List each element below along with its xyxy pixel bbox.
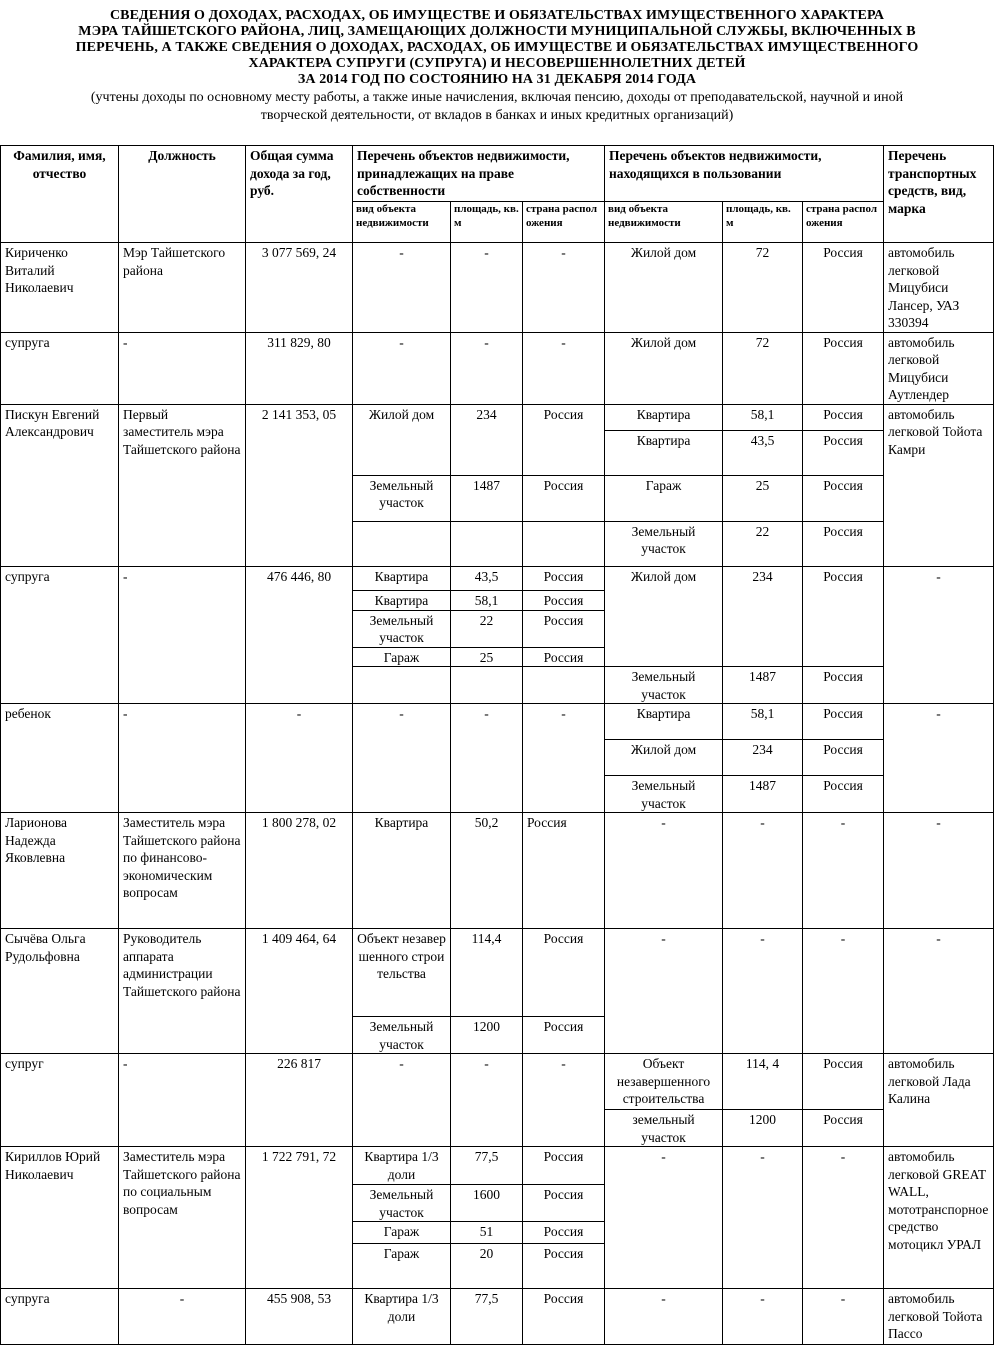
cell-owned-type: Земельный участок	[353, 610, 451, 647]
cell-owned-area: 20	[451, 1244, 523, 1289]
cell-income: 1 722 791, 72	[246, 1147, 353, 1289]
subtitle-line: творческой деятельности, от вкладов в банках и иных кредитных организаций)	[260, 108, 734, 123]
cell-income: 476 446, 80	[246, 566, 353, 704]
cell-used-area: 22	[723, 521, 803, 566]
cell-owned-area: 50,2	[451, 813, 523, 929]
cell-used-country: Россия	[803, 776, 884, 813]
cell-owned-area: -	[451, 704, 523, 813]
title-line: ЗА 2014 ГОД ПО СОСТОЯНИЮ НА 31 ДЕКАБРЯ 2014 ГОДА	[297, 72, 697, 87]
cell-used-type: Объект незавершенного строительства	[605, 1054, 723, 1110]
cell-owned-country: -	[523, 243, 605, 333]
cell-used-country: Россия	[803, 1054, 884, 1110]
cell-used-country: Россия	[803, 404, 884, 430]
table-row	[1, 332, 994, 404]
cell-position: -	[119, 566, 246, 704]
cell-owned-area: 1487	[451, 475, 523, 521]
cell-owned-type: Гараж	[353, 1244, 451, 1289]
cell-name: Ларионова Надежда Яковлевна	[1, 813, 119, 929]
table-row	[1, 1147, 994, 1185]
cell-owned-country: Россия	[523, 1289, 605, 1345]
cell-owned-area: 51	[451, 1222, 523, 1244]
cell-used-type: -	[605, 1289, 723, 1345]
cell-used-area: 58,1	[723, 704, 803, 740]
cell-name: супруга	[1, 566, 119, 704]
declarations-table	[0, 145, 994, 1345]
cell-income: 455 908, 53	[246, 1289, 353, 1345]
cell-owned-country: Россия	[523, 404, 605, 475]
cell-used-type: Земельный участок	[605, 776, 723, 813]
col-header-owned: Перечень объектов недвижимости, принадлежащих на праве собственности	[353, 146, 605, 202]
col-header-name: Фамилия, имя, отчество	[1, 146, 119, 243]
table-row	[1, 404, 994, 430]
cell-vehicles: -	[884, 566, 994, 704]
cell-vehicles: -	[884, 813, 994, 929]
cell-used-area: 25	[723, 475, 803, 521]
cell-income: 1 800 278, 02	[246, 813, 353, 929]
sub-header-owned-area: площадь, кв. м	[451, 202, 523, 243]
cell-used-country: Россия	[803, 667, 884, 704]
col-header-position: Должность	[119, 146, 246, 243]
cell-name: Кириллов Юрий Николаевич	[1, 1147, 119, 1289]
cell-used-country: Россия	[803, 740, 884, 776]
cell-used-area: 58,1	[723, 404, 803, 430]
cell-used-area: 234	[723, 740, 803, 776]
cell-empty	[353, 667, 451, 704]
cell-name: ребенок	[1, 704, 119, 813]
table-row	[1, 1289, 994, 1345]
cell-income: 226 817	[246, 1054, 353, 1147]
cell-used-type: Жилой дом	[605, 332, 723, 404]
cell-owned-area: 1600	[451, 1185, 523, 1222]
cell-owned-country: Россия	[523, 647, 605, 667]
cell-owned-type: Объект незавершенного строительства	[353, 929, 451, 1017]
cell-used-type: Гараж	[605, 475, 723, 521]
cell-income: 2 141 353, 05	[246, 404, 353, 566]
cell-used-country: -	[803, 929, 884, 1054]
cell-used-country: Россия	[803, 243, 884, 333]
cell-owned-country: Россия	[523, 590, 605, 610]
cell-vehicles: автомобиль легковой Тойота Пассо	[884, 1289, 994, 1345]
cell-owned-type: Квартира	[353, 590, 451, 610]
cell-used-country: Россия	[803, 332, 884, 404]
cell-owned-country: -	[523, 704, 605, 813]
cell-owned-type: -	[353, 1054, 451, 1147]
col-header-vehicles: Перечень транспортных средств, вид, марка	[884, 146, 994, 243]
cell-used-type: Жилой дом	[605, 243, 723, 333]
cell-position: Мэр Тайшетского района	[119, 243, 246, 333]
cell-empty	[523, 667, 605, 704]
title-line: МЭРА ТАЙШЕТСКОГО РАЙОНА, ЛИЦ, ЗАМЕЩАЮЩИХ ДОЛЖНОСТИ МУНИЦИПАЛЬНОЙ СЛУЖБЫ, ВКЛЮЧЕННЫХ В	[78, 24, 916, 39]
sub-header-owned-country: страна расположения	[523, 202, 605, 243]
cell-used-country: -	[803, 1147, 884, 1289]
cell-owned-area: 114,4	[451, 929, 523, 1017]
cell-used-area: -	[723, 813, 803, 929]
cell-income: 3 077 569, 24	[246, 243, 353, 333]
cell-owned-country: Россия	[523, 475, 605, 521]
cell-owned-type: Земельный участок	[353, 1185, 451, 1222]
table-row	[1, 566, 994, 590]
title-line: ПЕРЕЧЕНЬ, А ТАКЖЕ СВЕДЕНИЯ О ДОХОДАХ, РАСХОДАХ, ОБ ИМУЩЕСТВЕ И ОБЯЗАТЕЛЬСТВАХ ИМУЩЕСТВЕННОГО	[75, 40, 919, 55]
cell-position: -	[119, 1289, 246, 1345]
cell-owned-country: Россия	[523, 1147, 605, 1185]
cell-vehicles: -	[884, 929, 994, 1054]
document-header	[0, 0, 994, 125]
document-title	[0, 0, 994, 88]
cell-used-area: 72	[723, 332, 803, 404]
cell-used-type: Квартира	[605, 430, 723, 475]
cell-owned-area: 22	[451, 610, 523, 647]
cell-empty	[451, 667, 523, 704]
sub-header-used-type: вид объекта недвижимости	[605, 202, 723, 243]
cell-owned-type: Гараж	[353, 647, 451, 667]
cell-owned-area: 1200	[451, 1017, 523, 1054]
cell-owned-area: -	[451, 243, 523, 333]
cell-name: супруга	[1, 1289, 119, 1345]
cell-used-area: -	[723, 929, 803, 1054]
cell-used-type: Квартира	[605, 404, 723, 430]
cell-vehicles: автомобиль легковой Тойота Камри	[884, 404, 994, 566]
cell-used-area: -	[723, 1147, 803, 1289]
cell-used-area: 1487	[723, 667, 803, 704]
cell-used-type: -	[605, 813, 723, 929]
cell-owned-country: Россия	[523, 566, 605, 590]
cell-owned-type: Земельный участок	[353, 1017, 451, 1054]
cell-owned-country: Россия	[523, 813, 605, 929]
cell-owned-type: Квартира	[353, 566, 451, 590]
document-subtitle	[0, 89, 994, 125]
cell-owned-area: -	[451, 332, 523, 404]
cell-owned-area: 58,1	[451, 590, 523, 610]
cell-name: супруг	[1, 1054, 119, 1147]
cell-owned-area: 77,5	[451, 1147, 523, 1185]
cell-income: -	[246, 704, 353, 813]
cell-owned-area: 43,5	[451, 566, 523, 590]
col-header-used: Перечень объектов недвижимости, находящихся в пользовании	[605, 146, 884, 202]
cell-used-area: 1200	[723, 1110, 803, 1147]
cell-vehicles: -	[884, 704, 994, 813]
cell-owned-type: Земельный участок	[353, 475, 451, 521]
table-row	[1, 704, 994, 740]
cell-owned-country: Россия	[523, 929, 605, 1017]
cell-name: Пискун Евгений Александрович	[1, 404, 119, 566]
cell-owned-country: Россия	[523, 1244, 605, 1289]
cell-owned-type: Жилой дом	[353, 404, 451, 475]
cell-income: 1 409 464, 64	[246, 929, 353, 1054]
cell-used-area: 43,5	[723, 430, 803, 475]
cell-used-type: Земельный участок	[605, 521, 723, 566]
cell-position: -	[119, 332, 246, 404]
cell-used-country: Россия	[803, 704, 884, 740]
cell-used-area: -	[723, 1289, 803, 1345]
cell-used-country: Россия	[803, 475, 884, 521]
cell-owned-country: Россия	[523, 1185, 605, 1222]
cell-owned-country: -	[523, 1054, 605, 1147]
cell-owned-area: 77,5	[451, 1289, 523, 1345]
cell-name: Кириченко Виталий Николаевич	[1, 243, 119, 333]
cell-used-area: 234	[723, 566, 803, 667]
cell-empty	[523, 521, 605, 566]
cell-used-country: Россия	[803, 1110, 884, 1147]
cell-used-type: -	[605, 929, 723, 1054]
cell-vehicles: автомобиль легковой Мицубиси Аутлендер	[884, 332, 994, 404]
cell-income: 311 829, 80	[246, 332, 353, 404]
cell-used-type: Земельный участок	[605, 667, 723, 704]
table-row	[1, 929, 994, 1017]
cell-owned-area: 234	[451, 404, 523, 475]
cell-owned-country: -	[523, 332, 605, 404]
cell-position: Руководитель аппарата администрации Тайшетского района	[119, 929, 246, 1054]
title-line: СВЕДЕНИЯ О ДОХОДАХ, РАСХОДАХ, ОБ ИМУЩЕСТВЕ И ОБЯЗАТЕЛЬСТВАХ ИМУЩЕСТВЕННОГО ХАРАКТЕРА	[109, 8, 885, 23]
cell-used-type: Жилой дом	[605, 740, 723, 776]
cell-owned-area: -	[451, 1054, 523, 1147]
cell-empty	[353, 521, 451, 566]
cell-used-type: земельный участок	[605, 1110, 723, 1147]
cell-owned-type: -	[353, 332, 451, 404]
cell-used-area: 72	[723, 243, 803, 333]
cell-position: -	[119, 704, 246, 813]
cell-position: Заместитель мэра Тайшетского района по социальным вопросам	[119, 1147, 246, 1289]
cell-owned-country: Россия	[523, 1017, 605, 1054]
cell-owned-type: Квартира 1/3 доли	[353, 1147, 451, 1185]
cell-owned-type: Квартира	[353, 813, 451, 929]
sub-header-owned-type: вид объекта недвижимости	[353, 202, 451, 243]
cell-position: -	[119, 1054, 246, 1147]
cell-used-country: Россия	[803, 521, 884, 566]
cell-empty	[451, 521, 523, 566]
cell-owned-type: Квартира 1/3 доли	[353, 1289, 451, 1345]
table-row	[1, 813, 994, 929]
cell-used-type: Жилой дом	[605, 566, 723, 667]
cell-owned-type: -	[353, 704, 451, 813]
table-row	[1, 1054, 994, 1110]
cell-used-area: 1487	[723, 776, 803, 813]
subtitle-line: (учтены доходы по основному месту работы, а также иные начисления, включая пенсию, доходы от преподавательской, научной и иной	[90, 90, 904, 105]
cell-owned-type: -	[353, 243, 451, 333]
title-line: ХАРАКТЕРА СУПРУГИ (СУПРУГА) И НЕСОВЕРШЕННОЛЕТНИХ ДЕТЕЙ	[248, 56, 746, 71]
sub-header-used-country: страна расположения	[803, 202, 884, 243]
cell-vehicles: автомобиль легковой GREAT WALL, мототранспорное средство мотоцикл УРАЛ	[884, 1147, 994, 1289]
cell-vehicles: автомобиль легковой Лада Калина	[884, 1054, 994, 1147]
table-row	[1, 243, 994, 333]
cell-position: Первый заместитель мэра Тайшетского района	[119, 404, 246, 566]
cell-used-country: -	[803, 813, 884, 929]
cell-used-country: Россия	[803, 566, 884, 667]
cell-vehicles: автомобиль легковой Мицубиси Лансер, УАЗ 330394	[884, 243, 994, 333]
cell-used-country: -	[803, 1289, 884, 1345]
cell-used-country: Россия	[803, 430, 884, 475]
cell-owned-type: Гараж	[353, 1222, 451, 1244]
cell-used-type: Квартира	[605, 704, 723, 740]
cell-owned-area: 25	[451, 647, 523, 667]
cell-name: Сычёва Ольга Рудольфовна	[1, 929, 119, 1054]
sub-header-used-area: площадь, кв. м	[723, 202, 803, 243]
cell-used-area: 114, 4	[723, 1054, 803, 1110]
cell-used-type: -	[605, 1147, 723, 1289]
cell-owned-country: Россия	[523, 1222, 605, 1244]
cell-position: Заместитель мэра Тайшетского района по финансово-экономическим вопросам	[119, 813, 246, 929]
cell-owned-country: Россия	[523, 610, 605, 647]
col-header-income: Общая сумма дохода за год, руб.	[246, 146, 353, 243]
cell-name: супруга	[1, 332, 119, 404]
